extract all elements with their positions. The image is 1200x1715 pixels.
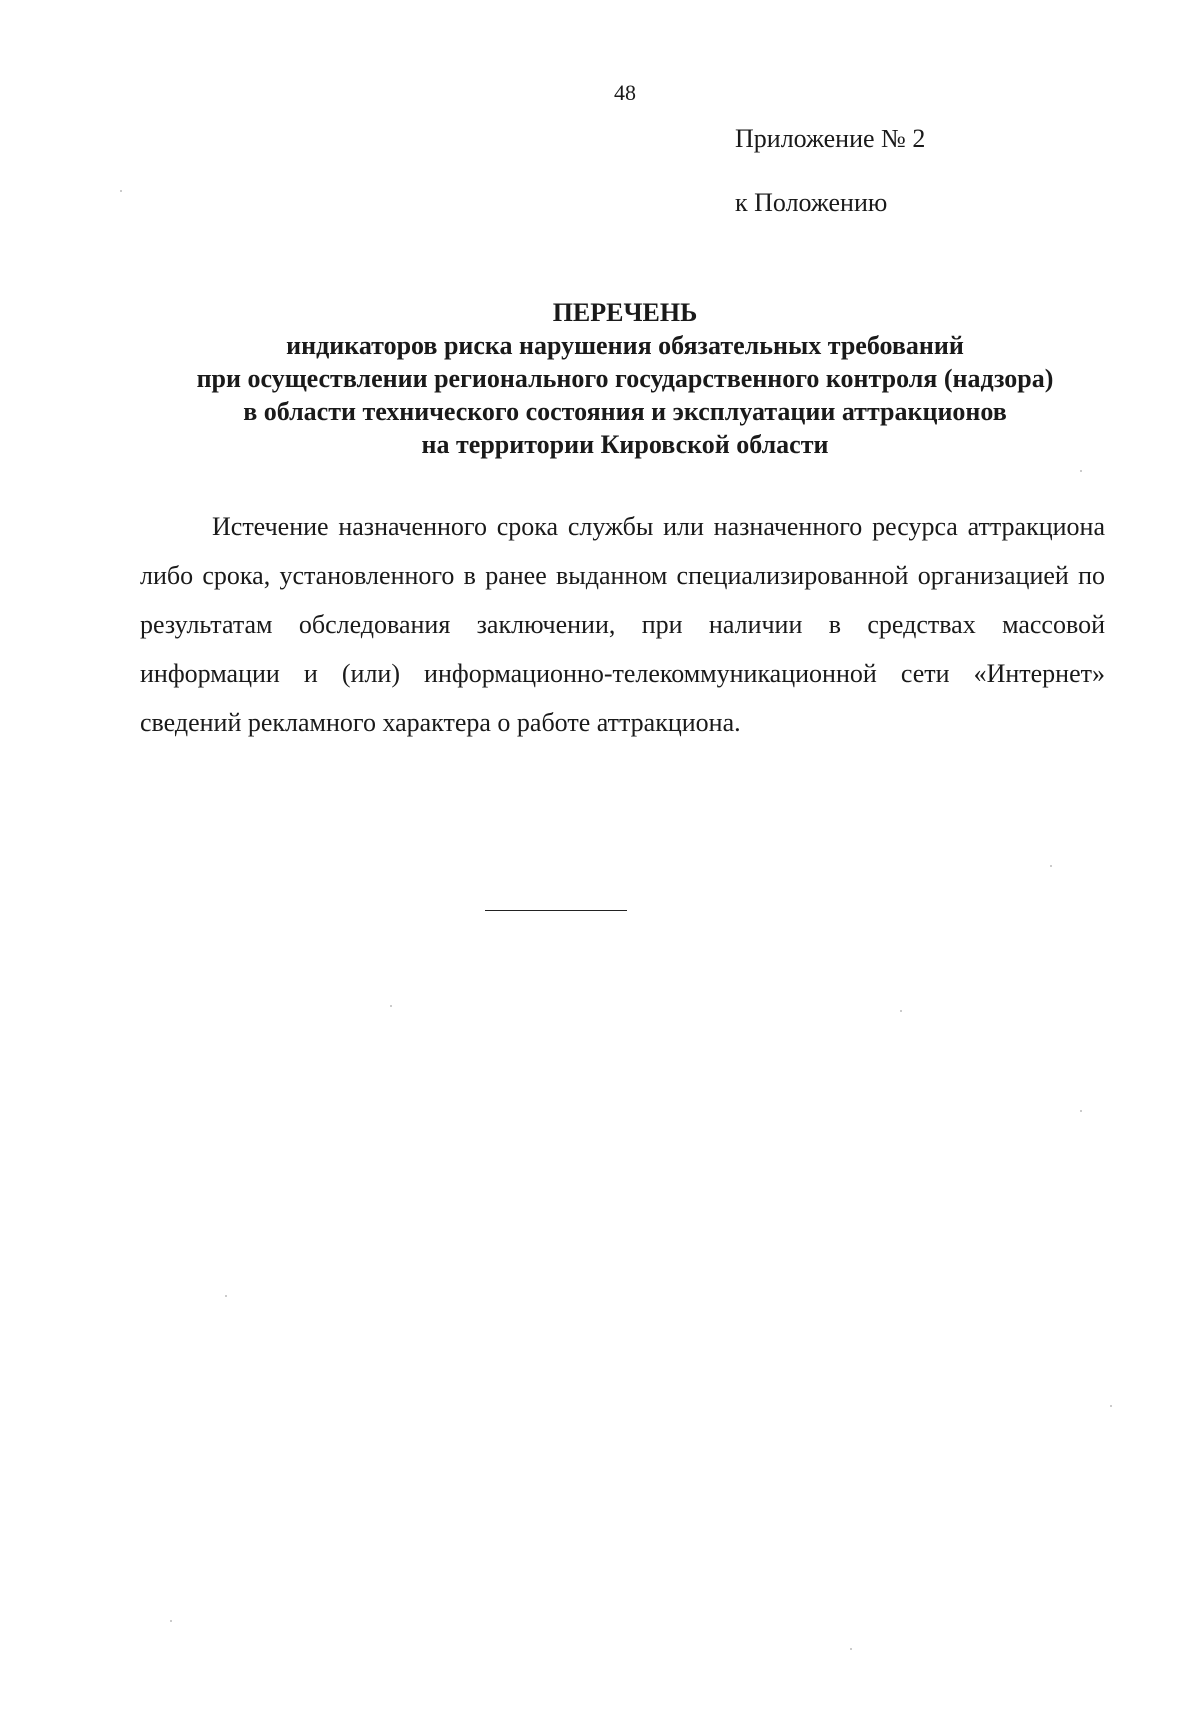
scan-speck <box>850 1648 852 1650</box>
scan-speck <box>225 1295 227 1297</box>
heading-line: при осуществлении регионального государственного контроля (надзора) <box>196 364 1054 393</box>
scan-speck <box>900 1010 902 1012</box>
page-number: 48 <box>614 80 636 105</box>
scan-speck <box>1080 470 1082 472</box>
scan-speck <box>1080 1110 1082 1112</box>
heading-line: в области технического состояния и эксплуатации аттракционов <box>243 397 1007 426</box>
body-paragraph: Истечение назначенного срока службы или назначенного ресурса аттракциона либо срока, установленного в ранее выданном специализированной организацией по результатам обследования заключении, при наличии в средствах массовой информации и (или) информационно-телекоммуникационной сети «Интернет» сведений рекламного характера о работе аттракциона. <box>140 512 1105 737</box>
document-heading <box>100 296 1150 461</box>
heading-line: индикаторов риска нарушения обязательных требований <box>286 331 964 360</box>
scan-speck <box>390 1005 392 1007</box>
scan-speck <box>1110 1405 1112 1407</box>
scan-speck <box>1050 865 1052 867</box>
heading-title: ПЕРЕЧЕНЬ <box>552 298 698 327</box>
appendix-reference: к Положению <box>735 188 888 217</box>
appendix-label: Приложение № 2 <box>735 124 926 153</box>
scan-speck <box>170 1620 172 1622</box>
closing-divider <box>485 910 627 911</box>
heading-line: на территории Кировской области <box>421 430 829 459</box>
scan-speck <box>120 190 122 192</box>
